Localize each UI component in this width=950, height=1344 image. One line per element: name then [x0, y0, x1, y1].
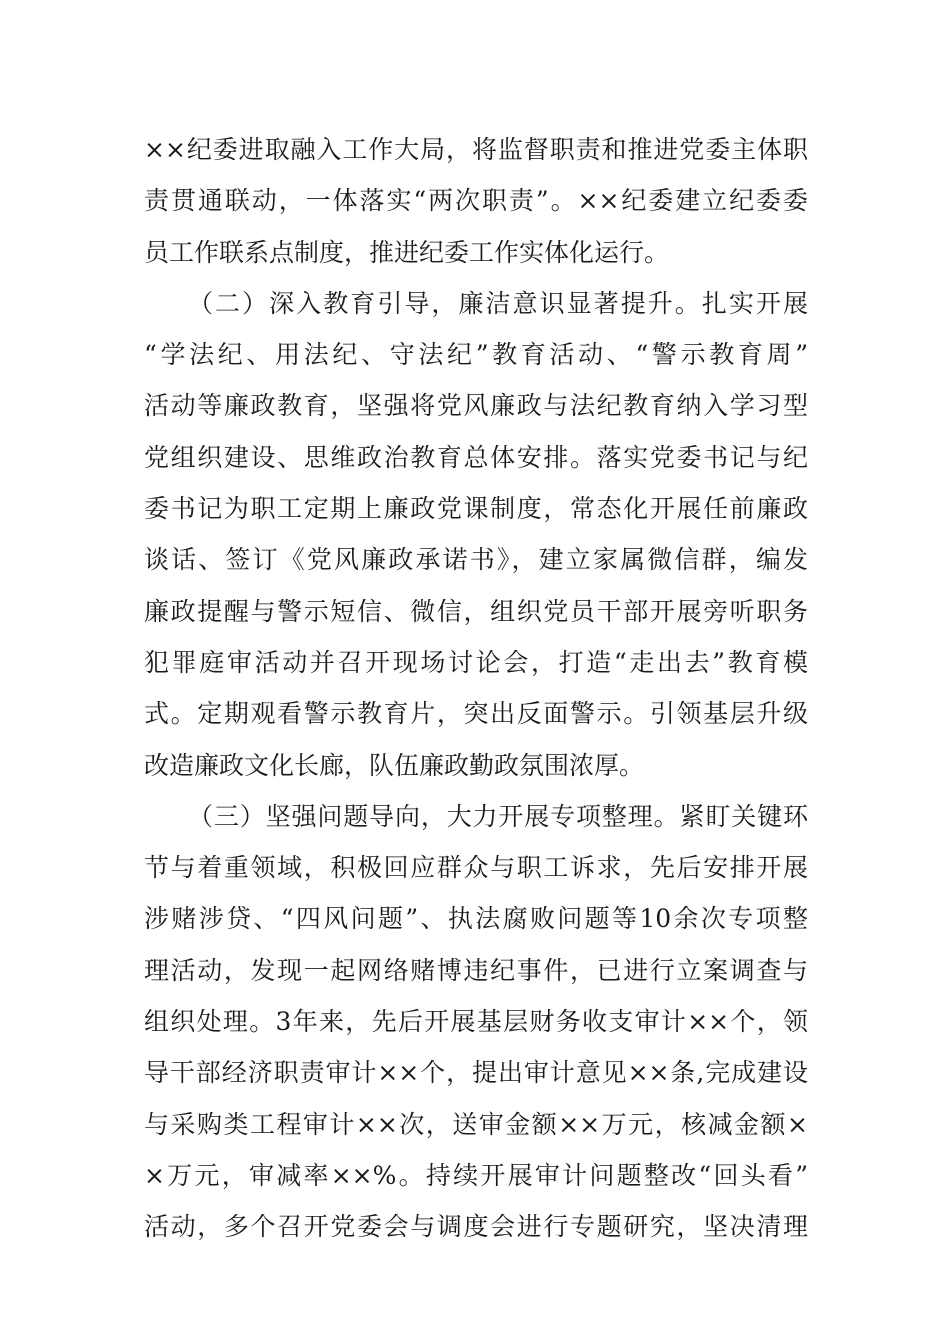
paragraph-2-line-10: 改造廉政文化长廊，队伍廉政勤政氛围浓厚。 [144, 750, 645, 780]
paragraph-3-line-9: 活动，多个召开党委会与调度会进行专题研究，坚决清理 [144, 1212, 808, 1242]
paragraph-3-line-5: 组织处理。3年来，先后开展基层财务收支审计××个，领 [144, 1007, 808, 1037]
paragraph-2-line-3: 活动等廉政教育，坚强将党风廉政与法纪教育纳入学习型 [144, 391, 808, 421]
paragraph-1-line-2: 责贯通联动，一体落实“两次职责”。××纪委建立纪委委 [144, 186, 808, 216]
paragraph-1-line-3: 员工作联系点制度，推进纪委工作实体化运行。 [144, 237, 670, 267]
paragraph-2-line-2: “学法纪、用法纪、守法纪”教育活动、“警示教育周” [144, 340, 808, 370]
paragraph-3-line-8: ×万元，审减率××%。持续开展审计问题整改“回头看” [144, 1160, 808, 1190]
paragraph-3-line-3: 涉赌涉贷、“四风问题”、执法腐败问题等10余次专项整 [144, 904, 808, 934]
paragraph-2-line-8: 犯罪庭审活动并召开现场讨论会，打造“走出去”教育模 [144, 647, 808, 677]
paragraph-3-line-2: 节与着重领域，积极回应群众与职工诉求，先后安排开展 [144, 853, 808, 883]
paragraph-2-line-5: 委书记为职工定期上廉政党课制度，常态化开展任前廉政 [144, 494, 808, 524]
paragraph-2-line-9: 式。定期观看警示教育片，突出反面警示。引领基层升级 [144, 699, 808, 729]
paragraph-3-line-1: （三）坚强问题导向，大力开展专项整理。紧盯关键环 [188, 801, 808, 831]
paragraph-2-line-1: （二）深入教育引导，廉洁意识显著提升。扎实开展 [188, 288, 808, 318]
paragraph-3-line-6: 导干部经济职责审计××个，提出审计意见××条,完成建设 [144, 1058, 808, 1088]
paragraph-2-line-6: 谈话、签订《党风廉政承诺书》，建立家属微信群，编发 [144, 545, 808, 575]
paragraph-3-line-4: 理活动，发现一起网络赌博违纪事件，已进行立案调查与 [144, 955, 808, 985]
paragraph-2-line-4: 党组织建设、思维政治教育总体安排。落实党委书记与纪 [144, 442, 808, 472]
paragraph-1-line-1: ××纪委进取融入工作大局，将监督职责和推进党委主体职 [144, 135, 808, 164]
document-body [144, 124, 808, 1253]
paragraph-2-line-7: 廉政提醒与警示短信、微信，组织党员干部开展旁听职务 [144, 596, 808, 626]
paragraph-3-line-7: 与采购类工程审计××次，送审金额××万元，核减金额× [144, 1109, 808, 1139]
